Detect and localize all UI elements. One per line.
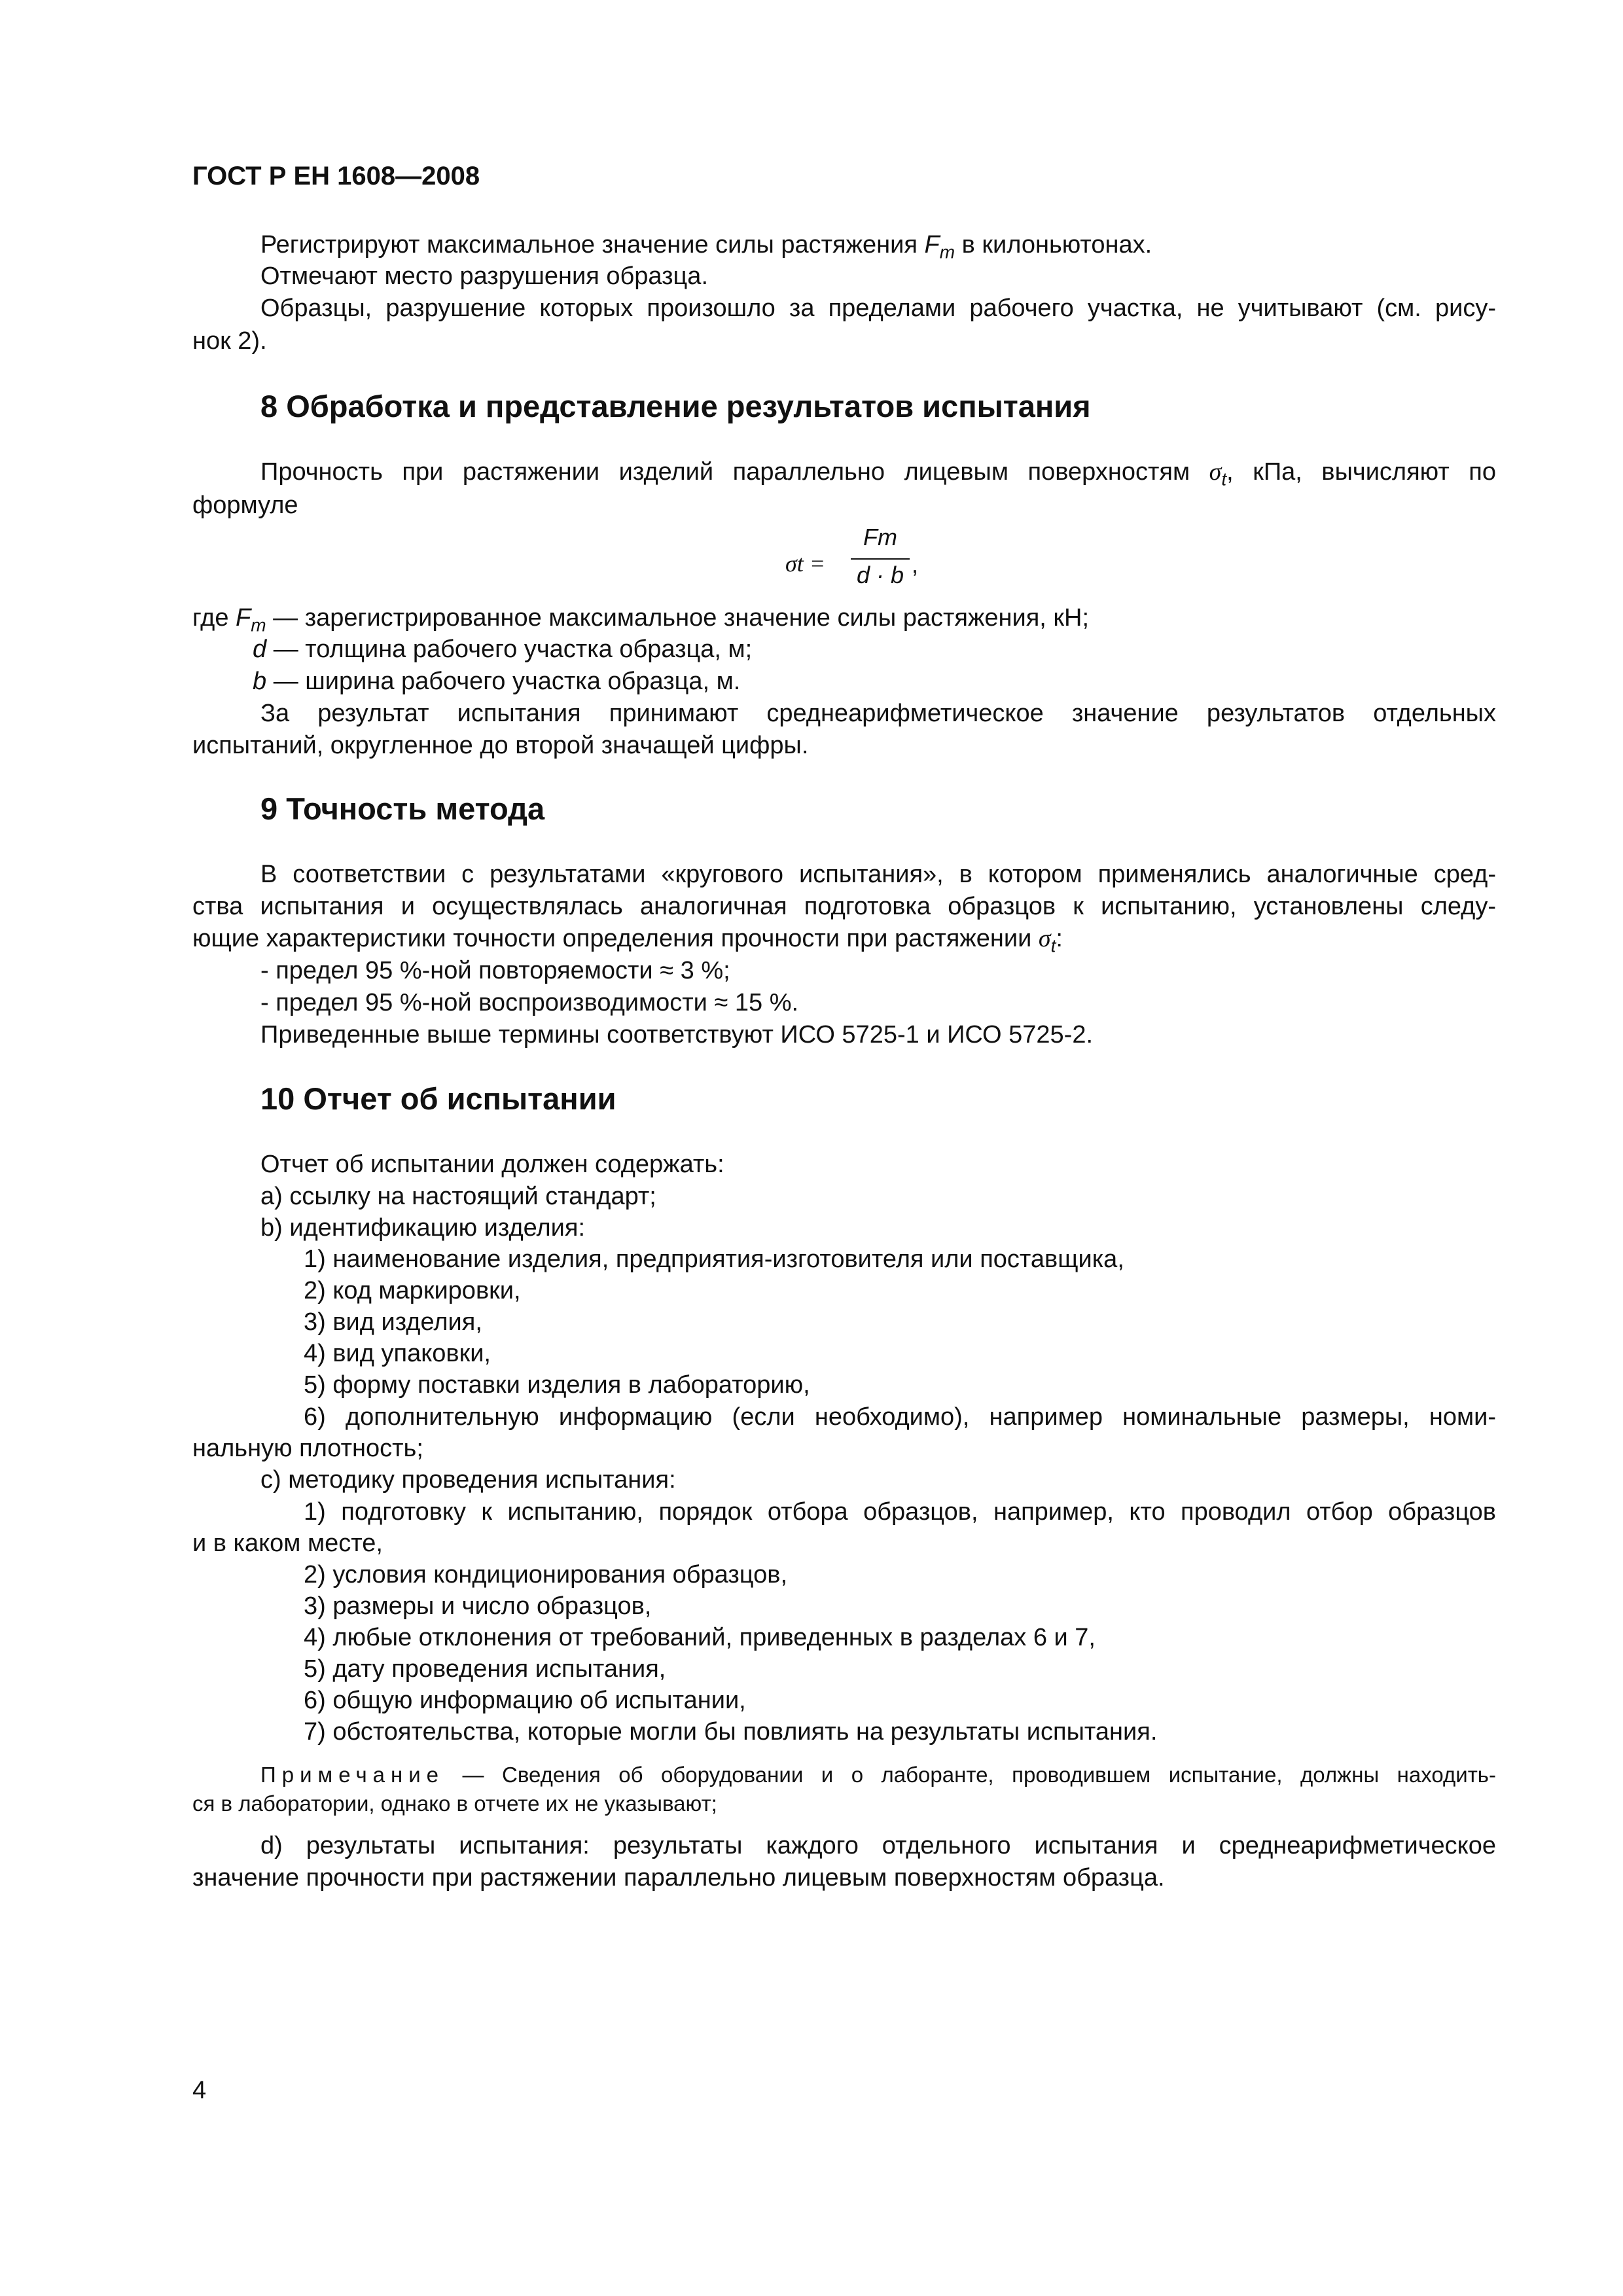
section-9-bullet-2: - предел 95 %-ной воспроизводимости ≈ 15 %. xyxy=(260,989,799,1016)
section-10-heading: 10 Отчет об испытании xyxy=(260,1081,616,1116)
list-item-d-line-1: d) результаты испытания: результаты каждого отдельного испытания и среднеарифметическое xyxy=(260,1832,1496,1859)
list-item-c4: 4) любые отклонения от требований, приведенных в разделах 6 и 7, xyxy=(304,1624,1096,1651)
section-9-heading: 9 Точность метода xyxy=(260,791,545,826)
list-item-c5: 5) дату проведения испытания, xyxy=(304,1655,666,1683)
list-item-b2: 2) код маркировки, xyxy=(304,1277,521,1304)
list-item-b1: 1) наименование изделия, предприятия-изготовителя или поставщика, xyxy=(304,1246,1124,1273)
section-10-intro: Отчет об испытании должен содержать: xyxy=(260,1151,724,1178)
list-item-b6-line-2: нальную плотность; xyxy=(192,1435,423,1462)
list-item-b: b) идентификацию изделия: xyxy=(260,1214,586,1242)
list-item-b3: 3) вид изделия, xyxy=(304,1308,482,1336)
section-8-p2-line-2: испытаний, округленное до второй значащей цифры. xyxy=(192,732,809,759)
section-9-line-3: ющие характеристики точности определения прочности при растяжении $\sigma_t$: xyxy=(192,925,1063,956)
list-item-c7: 7) обстоятельства, которые могли бы повлиять на результаты испытания. xyxy=(304,1718,1158,1746)
intro-line-4: нок 2). xyxy=(192,327,267,355)
list-item-b4: 4) вид упаковки, xyxy=(304,1340,491,1367)
note-line-2: ся в лаборатории, однако в отчете их не указывают; xyxy=(192,1791,717,1816)
intro-line-2: Отмечают место разрушения образца. xyxy=(260,262,708,290)
formula-lhs: σt = xyxy=(785,550,826,577)
list-item-c1-line-2: и в каком месте, xyxy=(192,1530,383,1557)
formula-fraction-bar xyxy=(851,558,910,560)
page-number: 4 xyxy=(192,2077,207,2104)
formula-numerator: Fm xyxy=(863,524,897,550)
formula-denominator: d · b xyxy=(856,562,904,588)
section-8-heading: 8 Обработка и представление результатов испытания xyxy=(260,389,1091,423)
list-item-b6-line-1: 6) дополнительную информацию (если необходимо), например номинальные размеры, номи- xyxy=(304,1403,1496,1431)
formula-comma: , xyxy=(912,551,919,578)
where-fm-definition: где $F_m$ — зарегистрированное максимальное значение силы растяжения, кН; xyxy=(192,604,1090,636)
list-item-b5: 5) форму поставки изделия в лабораторию, xyxy=(304,1371,810,1399)
list-item-c1-line-1: 1) подготовку к испытанию, порядок отбора образцов, например, кто проводил отбор образцов xyxy=(304,1498,1496,1526)
list-item-d-line-2: значение прочности при растяжении параллельно лицевым поверхностям образца. xyxy=(192,1864,1165,1892)
section-9-bullet-1: - предел 95 %-ной повторяемости ≈ 3 %; xyxy=(260,957,730,984)
section-9-line-6: Приведенные выше термины соответствуют ИСО 5725-1 и ИСО 5725-2. xyxy=(260,1021,1094,1049)
section-9-line-1: В соответствии с результатами «кругового испытания», в котором применялись аналогичные сред- xyxy=(260,861,1496,888)
list-item-c2: 2) условия кондиционирования образцов, xyxy=(304,1561,787,1588)
intro-line-1: Регистрируют максимальное значение силы растяжения $F_m$ в килоньютонах. xyxy=(260,231,1152,262)
list-item-c: с) методику проведения испытания: xyxy=(260,1466,676,1494)
note-label: Примечание xyxy=(260,1763,445,1787)
section-8-p2-line-1: За результат испытания принимают среднеарифметическое значение результатов отдельных xyxy=(260,700,1496,727)
section-8-p1-line-2: формуле xyxy=(192,492,298,519)
section-9-line-2: ства испытания и осуществлялась аналогичная подготовка образцов к испытанию, установлены следу- xyxy=(192,893,1496,920)
where-d-definition: d — толщина рабочего участка образца, м; xyxy=(253,636,753,663)
list-item-a: а) ссылку на настоящий стандарт; xyxy=(260,1183,656,1210)
where-b-definition: b — ширина рабочего участка образца, м. xyxy=(253,668,741,695)
section-8-p1-line-1: Прочность при растяжении изделий параллельно лицевым поверхностям $\sigma_t$, кПа, вычисляют по xyxy=(260,458,1496,490)
note-line-1: Примечание — Сведения об оборудовании и о лаборанте, проводившем испытание, должны находить- xyxy=(260,1763,1496,1787)
intro-line-3: Образцы, разрушение которых произошло за пределами рабочего участка, не учитывают (см. рису- xyxy=(260,295,1496,322)
list-item-c3: 3) размеры и число образцов, xyxy=(304,1592,652,1620)
tensile-strength-formula xyxy=(785,524,929,602)
list-item-c6: 6) общую информацию об испытании, xyxy=(304,1687,746,1714)
document-code-header: ГОСТ Р ЕН 1608—2008 xyxy=(192,162,480,190)
